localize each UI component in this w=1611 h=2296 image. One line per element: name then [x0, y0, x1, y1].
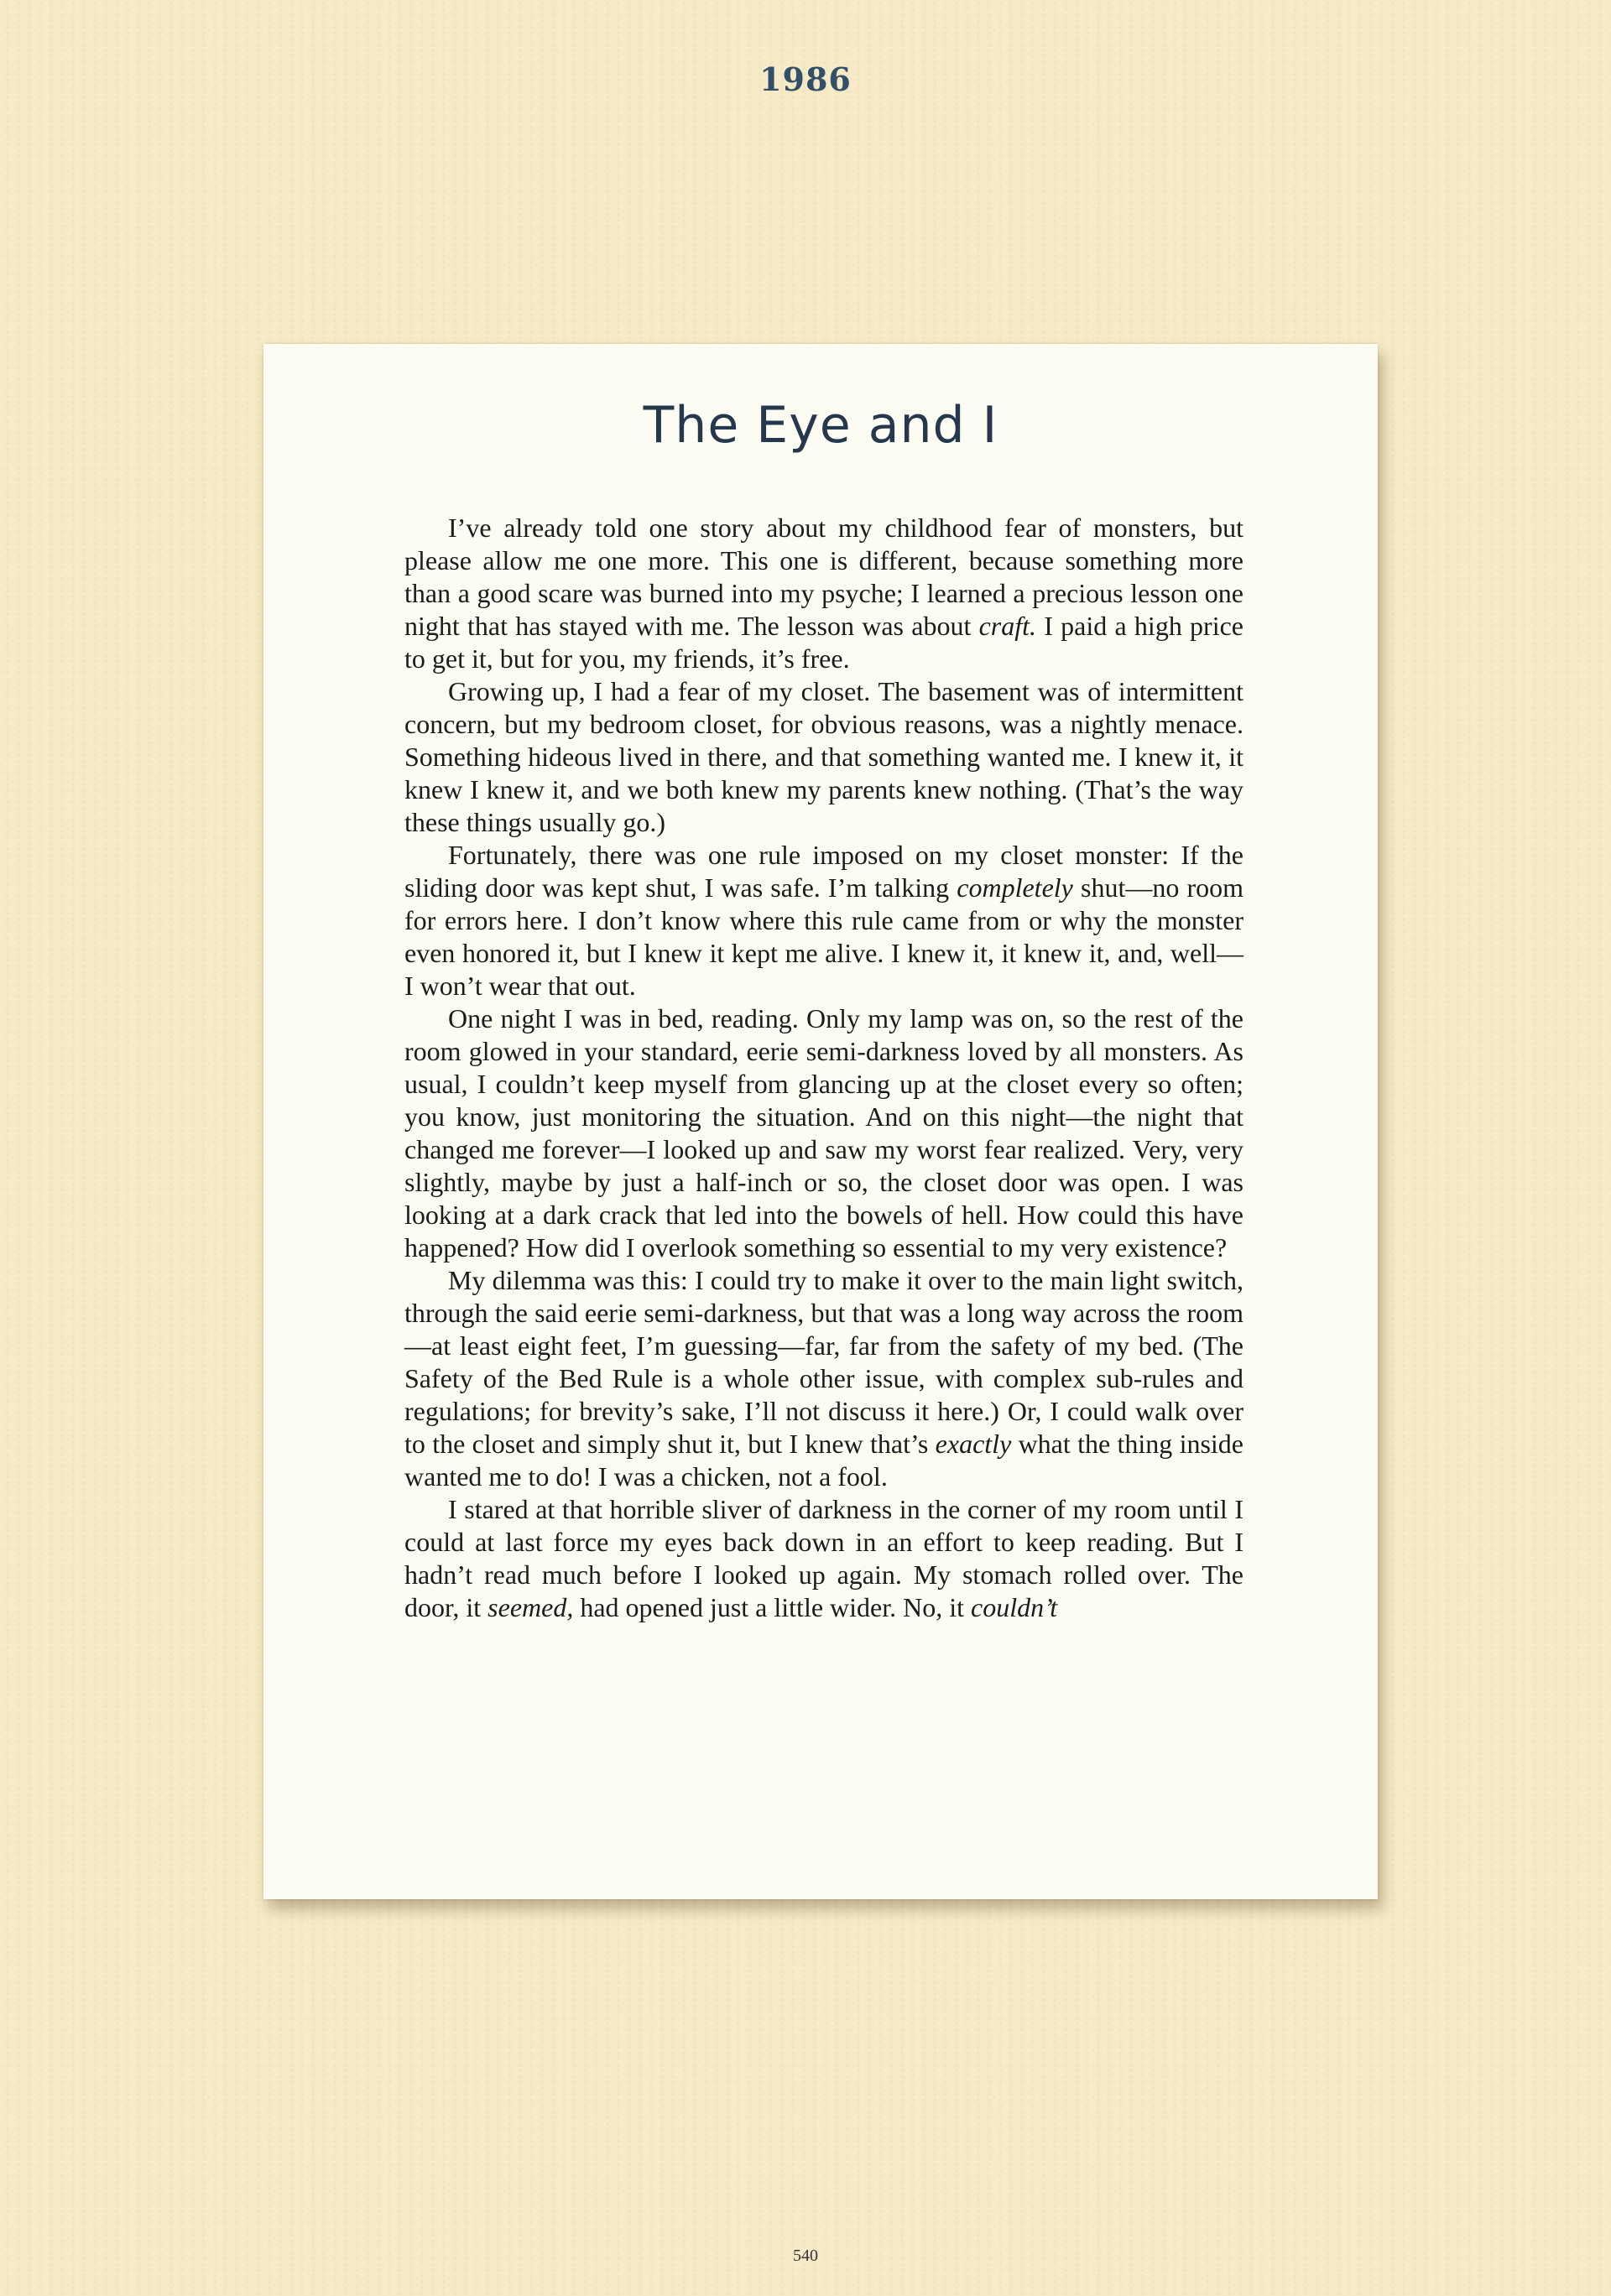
italic-text: completely	[957, 872, 1073, 903]
paragraph	[404, 512, 1243, 675]
text-run: I’ve already told one story about my childhood fear of monsters, but please allow me one more. This one is different, because something more than a good scare was burned into my psyche; I learned a precious lesson one night that has stayed with me. The lesson was about	[404, 513, 1243, 641]
text-run: One night I was in bed, reading. Only my lamp was on, so the rest of the room glowed in your standard, eerie semi-darkness loved by all monsters. As usual, I couldn’t keep myself from glancing up at the closet every so often; you know, just monitoring the situation. And on this night—the night that changed me forever—I looked up and saw my worst fear realized. Very, very slightly, maybe by just a half-inch or so, the closet door was open. I was looking at a dark crack that led into the bowels of hell. How could this have happened? How did I overlook something so essential to my very existence?	[404, 1003, 1243, 1263]
paragraph	[404, 675, 1243, 839]
italic-text: seemed,	[487, 1592, 574, 1622]
italic-text: exactly	[935, 1429, 1012, 1459]
paragraph	[404, 839, 1243, 1002]
text-run: what the thing inside wanted me to do! I was a chicken, not a fool.	[404, 1429, 1244, 1492]
text-run: I paid a high price to get it, but for you, my friends, it’s free.	[404, 611, 1244, 674]
story-sheet	[263, 344, 1378, 1899]
story-body	[404, 512, 1243, 1624]
paragraph	[404, 1264, 1243, 1493]
page-number: 540	[793, 2247, 818, 2265]
paragraph	[404, 1002, 1243, 1264]
text-run: I stared at that horrible sliver of darkness in the corner of my room until I could at last force my eyes back down in an effort to keep reading. But I hadn’t read much before I looked up again. My stomach rolled over. The door, it	[404, 1494, 1243, 1622]
text-run: had opened just a little wider. No, it	[573, 1592, 972, 1622]
story-title: The Eye and I	[643, 396, 998, 455]
italic-text: couldn’t	[971, 1592, 1058, 1622]
text-run: Fortunately, there was one rule imposed on my closet monster: If the sliding door was kept shut, I was safe. I’m talking	[404, 840, 1243, 903]
text-run: Growing up, I had a fear of my closet. The basement was of intermittent concern, but my bedroom closet, for obvious reasons, was a nightly menace. Something hideous lived in there, and that something wanted me. I knew it, it knew I knew it, and we both knew my parents knew nothing. (That’s the way these things usually go.)	[404, 676, 1243, 837]
text-run: My dilemma was this: I could try to make it over to the main light switch, through the said eerie semi-darkness, but that was a long way across the room—at least eight feet, I’m guessing—far, far from the safety of my bed. (The Safety of the Bed Rule is a whole other issue, with complex sub-rules and regulations; for brevity’s sake, I’ll not discuss it here.) Or, I could walk over to the closet and simply shut it, but I knew that’s	[404, 1265, 1243, 1459]
italic-text: craft.	[978, 611, 1037, 641]
text-run: shut—no room for errors here. I don’t know where this rule came from or why the monster even honored it, but I knew it kept me alive. I knew it, it knew it, and, well—I won’t wear that out.	[404, 872, 1244, 1001]
year-heading: 1986	[759, 60, 852, 98]
paragraph	[404, 1493, 1243, 1624]
